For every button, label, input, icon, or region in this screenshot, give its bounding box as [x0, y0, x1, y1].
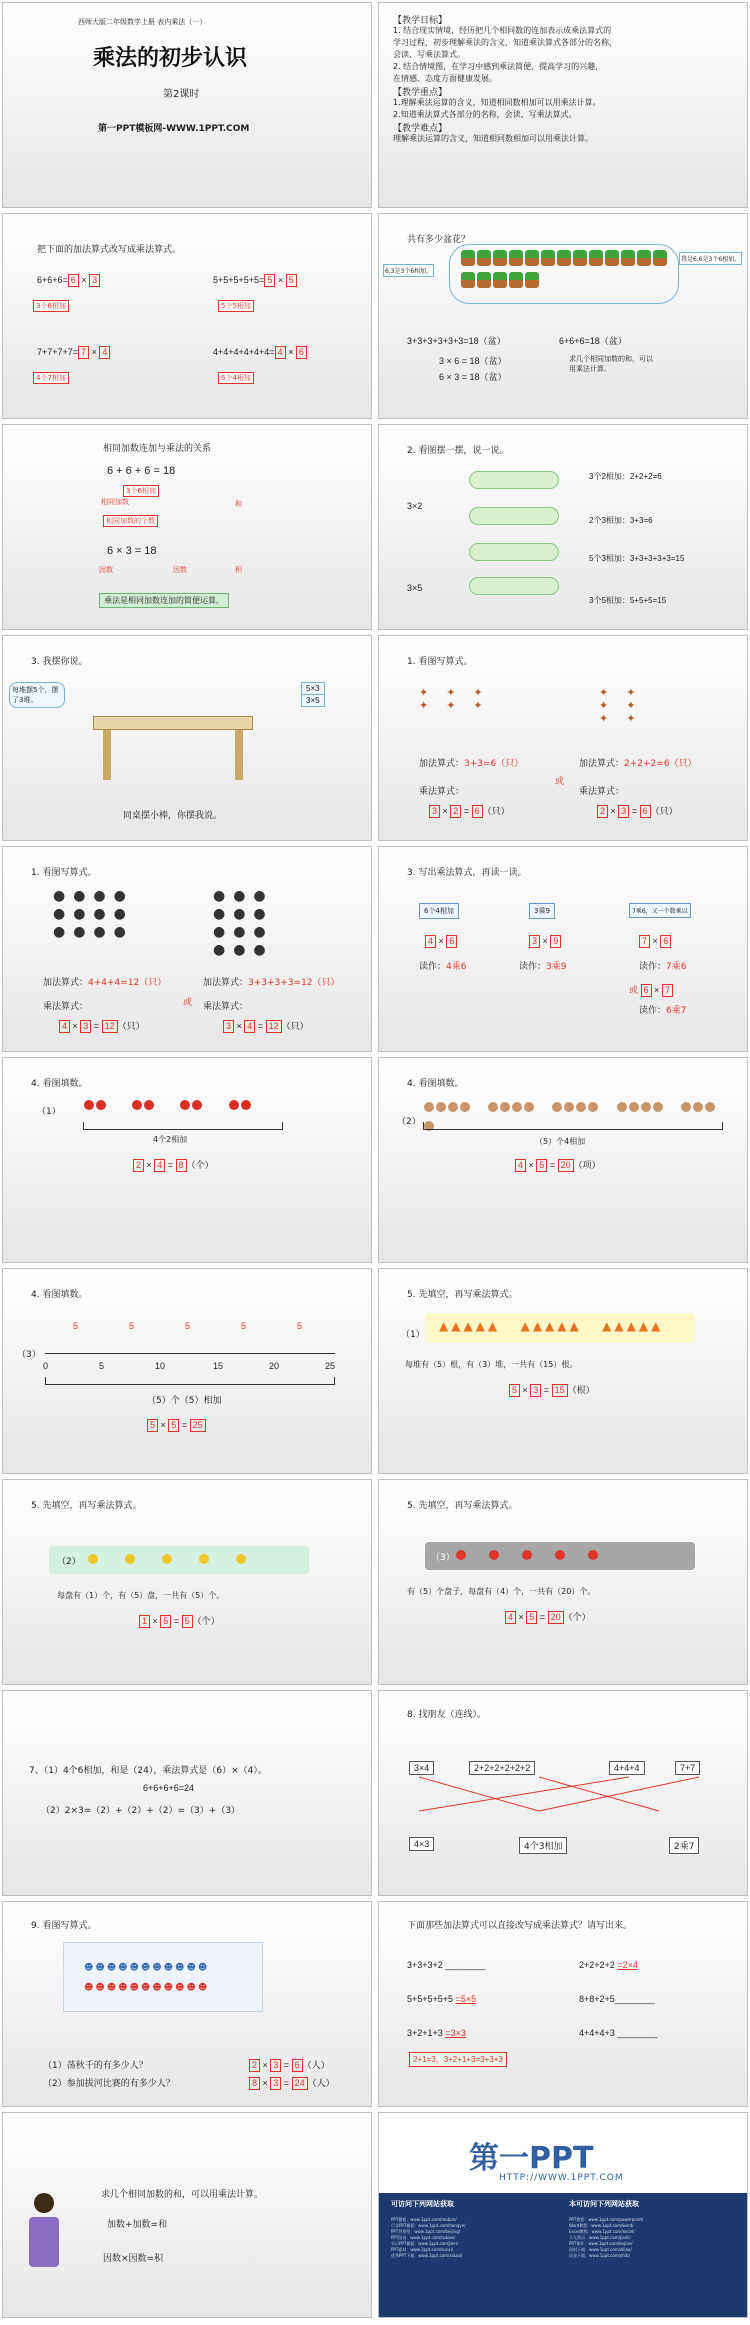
- expr-3: 7 × 6: [639, 935, 671, 948]
- tick-10: 10: [155, 1361, 166, 1371]
- question: 共有多少盆花？: [407, 235, 471, 245]
- link[interactable]: 节日PPT模板：www.1ppt.com/jieri/: [391, 2241, 459, 2246]
- product-label: 积: [235, 566, 242, 574]
- left-bubble: 每堆摆5个，摆了3堆。: [9, 682, 65, 708]
- slide-carrots: [378, 1268, 748, 1474]
- count-bracket: 相同加数的个数: [103, 515, 158, 527]
- answer-4: 6 × 3 = 18（盆）: [439, 372, 507, 382]
- part-label: （2）: [397, 1117, 421, 1127]
- obj-line: 1.理解乘法运算的含义，知道相同数相加可以用乘法计算。: [393, 98, 601, 107]
- link-list-right: [569, 2217, 739, 2259]
- tick-15: 15: [213, 1361, 224, 1371]
- expr-3: 5+5+5+5+5 =5×5: [407, 1994, 477, 2004]
- question: 4. 看图填数。: [407, 1079, 464, 1089]
- line-2: 6+6+6+6=24: [143, 1783, 195, 1793]
- relation-title: 相同加数连加与乘法的关系: [103, 444, 212, 454]
- factor-1-label: 因数: [99, 566, 113, 574]
- slide-houses: [378, 846, 748, 1052]
- sum-label: 和: [235, 500, 242, 508]
- expr-2: 2+2+2+2 =2×4: [579, 1960, 638, 1970]
- mul-expr: 2 × 4 = 8 （个）: [133, 1158, 214, 1172]
- question: 2. 看图摆一摆，说一说。: [407, 446, 509, 456]
- slide-title: [2, 2, 372, 208]
- link[interactable]: PPT模板：www.1ppt.com/moban/: [391, 2217, 457, 2222]
- link[interactable]: 个人简历：www.1ppt.com/jianli/: [569, 2235, 631, 2240]
- obj-line: 理解乘法运算的含义，知道相同数相加可以用乘法计算。: [393, 134, 593, 143]
- site-label: 第一PPT模板网-WWW.1PPT.COM: [98, 124, 250, 134]
- part-label: （1）: [401, 1330, 425, 1340]
- brace-line: [45, 1377, 335, 1385]
- expr-1: 4 × 6: [425, 935, 457, 948]
- slide-exercise-7: [2, 1690, 372, 1896]
- mul-expr-1: 4 × 3 = 12 （只）: [59, 1019, 145, 1033]
- mul-label-1: 乘法算式：: [43, 1002, 89, 1012]
- answer-2: 6+6+6=18（盆）: [559, 336, 627, 346]
- slide-arrange: [378, 424, 748, 630]
- mul-expr-2: 2 × 3 = 6 （只）: [597, 804, 678, 818]
- card-4: 7+7: [675, 1761, 700, 1775]
- children-image: ☻☻☻☻☻☻☻☻☻☻☻ ☻☻☻☻☻☻☻☻☻☻☻: [63, 1942, 263, 2012]
- mul-expr: 1 × 5 = 5 （个）: [139, 1614, 220, 1628]
- question: 9. 看图写算式。: [31, 1921, 97, 1931]
- card-6: 4个3相加: [519, 1837, 567, 1854]
- brace-label: （5）个4相加: [535, 1137, 586, 1146]
- answer-3: 3 × 6 = 18（盆）: [439, 356, 507, 366]
- house-2: 3乘9: [529, 903, 555, 919]
- answer-4: 3个5相加：5+5+5=15: [589, 596, 667, 605]
- expr-1: 3+3+3+2 ________: [407, 1960, 486, 1970]
- brace-line: [83, 1122, 283, 1130]
- house-3: 7乘6，又一个数乘以: [629, 903, 691, 918]
- link[interactable]: PPT素材：www.1ppt.com/sucai/: [391, 2247, 454, 2252]
- question-1: （1）荡秋千的有多少人？: [43, 2061, 148, 2071]
- tag-3: 4个7相加: [33, 372, 69, 384]
- note: 求几个相同加数的和，可以用乘法计算。: [569, 355, 653, 373]
- answer-1: 3+3+3+3+3+3=18（盆）: [407, 336, 506, 346]
- house-1: 6个4相加: [419, 903, 459, 919]
- brace-label: 4个2相加: [153, 1135, 188, 1144]
- obj-line: 2.知道乘法算式各部分的名称，会读、写乘法算式。: [393, 110, 577, 119]
- summary-line-3: 因数×因数=积: [103, 2254, 164, 2264]
- slide-summary: [2, 2112, 372, 2318]
- slide-relation: [2, 424, 372, 630]
- slide-eggs: [2, 1479, 372, 1685]
- fill-text: 有（5）个盘子，每盘有（4）个，一共有（20）个。: [407, 1587, 596, 1596]
- birds-right-image: ✦✦ ✦✦ ✦✦: [599, 686, 654, 725]
- page-title: 乘法的初步认识: [93, 45, 248, 71]
- multiply-row: 6 × 3 = 18: [107, 545, 157, 557]
- read-1: 读作：4乘6: [419, 962, 467, 972]
- peppers-image: [83, 1096, 252, 1115]
- flower-pots-image: [449, 244, 679, 304]
- mul-label-1: 乘法算式：: [419, 787, 465, 797]
- sum-bracket: 3个6相加: [123, 485, 159, 497]
- card-3: 4+4+4: [609, 1761, 645, 1775]
- factor-2-label: 因数: [173, 566, 187, 574]
- expr-2: 5+5+5+5+5= 5 × 5: [213, 274, 297, 287]
- fill-text: 每堆有（5）根，有（3）堆，一共有（15）根。: [405, 1360, 578, 1369]
- link[interactable]: 行业PPT模板：www.1ppt.com/hangye/: [391, 2223, 466, 2228]
- label-3x2: 3×2: [407, 501, 423, 511]
- card-5: 4×3: [409, 1837, 434, 1851]
- question: 5. 先填空，再写乘法算式。: [31, 1501, 142, 1511]
- series-header: 西师大版二年级数学上册 表内乘法（一）: [78, 18, 207, 26]
- add-label-1: 加法算式：4+4+4=12（只）: [43, 978, 167, 988]
- fill-text: 每盘有（1）个，有（5）盘，一共有（5）个。: [57, 1591, 225, 1600]
- slide-objectives: [378, 2, 748, 208]
- obj-line: 【教学难点】: [393, 124, 448, 134]
- number-line: [45, 1353, 335, 1354]
- jump-3: 5: [185, 1321, 191, 1331]
- add-label-2: 加法算式：2+2+2=6（只）: [579, 759, 697, 769]
- tag-2: 5个5相加: [218, 300, 254, 312]
- tick-0: 0: [43, 1361, 49, 1371]
- card-2: 2+2+2+2+2+2: [469, 1761, 535, 1775]
- jump-1: 5: [73, 1321, 79, 1331]
- brand-logo: 第一PPT: [469, 2141, 594, 2176]
- label-3x5: 3×5: [407, 583, 423, 593]
- mul-expr-2: 3 × 4 = 12 （只）: [223, 1019, 309, 1033]
- link[interactable]: 试卷下载：www.1ppt.com/shiti/: [569, 2253, 630, 2258]
- hint-box: 2+1=3，3+2+1+3=3+3+3: [409, 2052, 507, 2067]
- jump-2: 5: [129, 1321, 135, 1331]
- link-list-left: [391, 2217, 561, 2259]
- tick-25: 25: [325, 1361, 336, 1371]
- expr-4: 或 6 × 7: [629, 983, 673, 997]
- prompt: 把下面的加法算式改写成乘法算式。: [37, 245, 182, 255]
- or-label: 或: [555, 777, 565, 787]
- right-bubble-1: 5×3: [301, 682, 325, 695]
- slide-ad: [378, 2112, 748, 2318]
- add-label-2: 加法算式：3+3+3+3=12（只）: [203, 978, 340, 988]
- tag-1: 3个6相加: [33, 300, 69, 312]
- answer-2: 8 × 3 = 24 （人）: [249, 2076, 335, 2090]
- answer-1: 2 × 3 = 6 （人）: [249, 2058, 330, 2072]
- footer-right-title: 本可访问下列网站获取: [569, 2200, 639, 2208]
- link[interactable]: PPT图表：www.1ppt.com/tubiao/: [391, 2235, 456, 2240]
- obj-line: 1. 结合现实情境，经历把几个相同数的连加表示成乘法算式的: [393, 26, 612, 35]
- summary: 乘法是相同加数连加的简便运算。: [99, 593, 229, 608]
- mul-expr: 4 × 5 = 20 （项）: [515, 1158, 601, 1172]
- part-label: （1）: [37, 1107, 61, 1117]
- obj-line: 【教学重点】: [393, 88, 448, 98]
- brand-url: HTTP://WWW.1PPT.COM: [499, 2173, 624, 2183]
- tick-20: 20: [269, 1361, 280, 1371]
- part-label: （3）: [431, 1553, 455, 1563]
- obj-line: 【教学目标】: [393, 16, 448, 26]
- question: 1. 看图写算式。: [31, 868, 97, 878]
- addend-label: 相同加数: [101, 498, 129, 506]
- tag-4: 6个4相加: [218, 372, 254, 384]
- slide-number-line: [2, 1268, 372, 1474]
- link[interactable]: PPT课件：www.1ppt.com/kejian/: [569, 2241, 633, 2246]
- slide-playground: [2, 1901, 372, 2107]
- obj-line: 会读、写乘法算式。: [393, 50, 465, 59]
- table-with-sticks-image: [93, 716, 253, 786]
- left-bubble: 6,3是3个6相加。: [383, 264, 434, 277]
- read-2: 读作：3乘9: [519, 962, 567, 972]
- summary-line-2: 加数+加数=和: [107, 2220, 168, 2230]
- slide-flowers: [378, 213, 748, 419]
- part-label: （3）: [17, 1350, 41, 1360]
- link[interactable]: Word教程：www.1ppt.com/word/: [569, 2223, 634, 2228]
- answer-3: 5个3相加：3+3+3+3+3=15: [589, 554, 685, 563]
- jump-5: 5: [297, 1321, 303, 1331]
- part-label: （2）: [57, 1557, 81, 1567]
- expr-4: 4+4+4+4+4+4= 4 × 6: [213, 346, 307, 359]
- or-label: 或: [183, 998, 193, 1008]
- link[interactable]: PPT教程：www.1ppt.com/powerpoint/: [569, 2217, 644, 2222]
- footer-instruction: 同桌摆小棒，你摆我说。: [123, 811, 223, 821]
- tadpoles-left-image: ●●●● ●●●● ●●●●: [53, 888, 134, 940]
- obj-line: 学习过程，初步理解乘法的含义，知道乘法算式各部分的名称，: [393, 38, 617, 47]
- question: 5. 先填空，再写乘法算式。: [407, 1290, 518, 1300]
- mul-label-2: 乘法算式：: [203, 1002, 249, 1012]
- lesson-label: 第2课时: [163, 89, 200, 100]
- link[interactable]: Excel教程：www.1ppt.com/excel/: [569, 2229, 635, 2234]
- question: 3. 我摆你说。: [31, 657, 88, 667]
- brace-line: [423, 1122, 723, 1130]
- line-1: 7、（1）4个6相加，和是（24），乘法算式是（6）×（4）。: [29, 1766, 267, 1776]
- expr-1: 6+6+6= 6 × 3: [37, 274, 100, 287]
- plate-items: [87, 1550, 247, 1569]
- expr-6: 4+4+4+3 ________: [579, 2028, 658, 2038]
- add-label-1: 加法算式：3+3=6（只）: [419, 759, 524, 769]
- right-bubble: 我是6,6是3个6相加。: [679, 252, 742, 265]
- mul-expr: 5 × 3 = 15 （根）: [509, 1383, 595, 1397]
- slide-apples: [378, 1479, 748, 1685]
- match-lines: [379, 1691, 748, 1896]
- answer-1: 3个2相加：2+2+2=6: [589, 472, 662, 481]
- expr-5: 3+2+1+3 =3×3: [407, 2028, 466, 2038]
- mul-label-2: 乘法算式：: [579, 787, 625, 797]
- shoes-image: [423, 1098, 723, 1136]
- card-7: 2乘7: [669, 1837, 699, 1854]
- slide-birds: [378, 635, 748, 841]
- summary-line-1: 求几个相同加数的和，可以用乘法计算。: [101, 2190, 264, 2200]
- slide-tadpoles: [2, 846, 372, 1052]
- question: 4. 看图填数。: [31, 1290, 88, 1300]
- slide-shoes: [378, 1057, 748, 1263]
- teacher-image: [27, 2193, 61, 2283]
- link[interactable]: 优秀PPT下载：www.1ppt.com/xiazai/: [391, 2253, 463, 2258]
- read-3: 读作：7乘6: [639, 962, 687, 972]
- question: 下面那些加法算式可以直接改写成乘法算式？请写出来。: [407, 1921, 633, 1931]
- expr-3: 7+7+7+7= 7 × 4: [37, 346, 110, 359]
- brace-label: （5）个（5）相加: [147, 1396, 222, 1406]
- mul-expr: 4 × 5 = 20 （个）: [505, 1610, 591, 1624]
- answer-2: 2个3相加：3+3=6: [589, 516, 653, 525]
- tick-5: 5: [99, 1361, 105, 1371]
- card-1: 3×4: [409, 1761, 434, 1775]
- question: 1. 看图写算式。: [407, 657, 473, 667]
- right-bubble-2: 3×5: [301, 694, 325, 707]
- slide-which-rewrite: [378, 1901, 748, 2107]
- question: 5. 先填空，再写乘法算式。: [407, 1501, 518, 1511]
- slide-match: [378, 1690, 748, 1896]
- mul-expr: 5 × 5 = 25: [147, 1419, 206, 1432]
- addition-row: 6 + 6 + 6 = 18: [107, 465, 176, 477]
- carrots-image: ▲▲▲▲▲ ▲▲▲▲▲ ▲▲▲▲▲: [425, 1313, 695, 1343]
- birds-left-image: ✦✦✦ ✦✦✦: [419, 686, 501, 712]
- link[interactable]: PPT背景图：www.1ppt.com/beijing/: [391, 2229, 461, 2234]
- expr-4: 8+8+2+5________: [579, 1994, 655, 2004]
- footer-left-title: 可访问下列网站获取: [391, 2200, 454, 2208]
- question-2: （2）参加拔河比赛的有多少人？: [43, 2079, 175, 2089]
- sticks-image: [469, 465, 559, 615]
- slide-rewrite: [2, 213, 372, 419]
- mul-expr-1: 3 × 2 = 6 （只）: [429, 804, 510, 818]
- tadpoles-right-image: ●●● ●●● ●●● ●●●: [213, 888, 274, 958]
- slide-peppers: [2, 1057, 372, 1263]
- obj-line: 2. 结合情境图，在学习中感到乘法简便，提高学习的兴趣，: [393, 62, 604, 71]
- question: 3. 写出乘法算式，再读一读。: [407, 868, 527, 878]
- line-3: （2）2×3=（2）+（2）+（2）=（3）+（3）: [41, 1806, 241, 1816]
- link[interactable]: 资料下载：www.1ppt.com/ziliao/: [569, 2247, 632, 2252]
- read-4: 读作：6乘7: [639, 1006, 687, 1016]
- question: 4. 看图填数。: [31, 1079, 88, 1089]
- question: 8. 找朋友（连线）。: [407, 1710, 486, 1720]
- obj-line: 在情感、态度方面健康发展。: [393, 74, 497, 83]
- jump-4: 5: [241, 1321, 247, 1331]
- slide-you-say: [2, 635, 372, 841]
- apple-items: [455, 1546, 599, 1565]
- expr-2: 3 × 9: [529, 935, 561, 948]
